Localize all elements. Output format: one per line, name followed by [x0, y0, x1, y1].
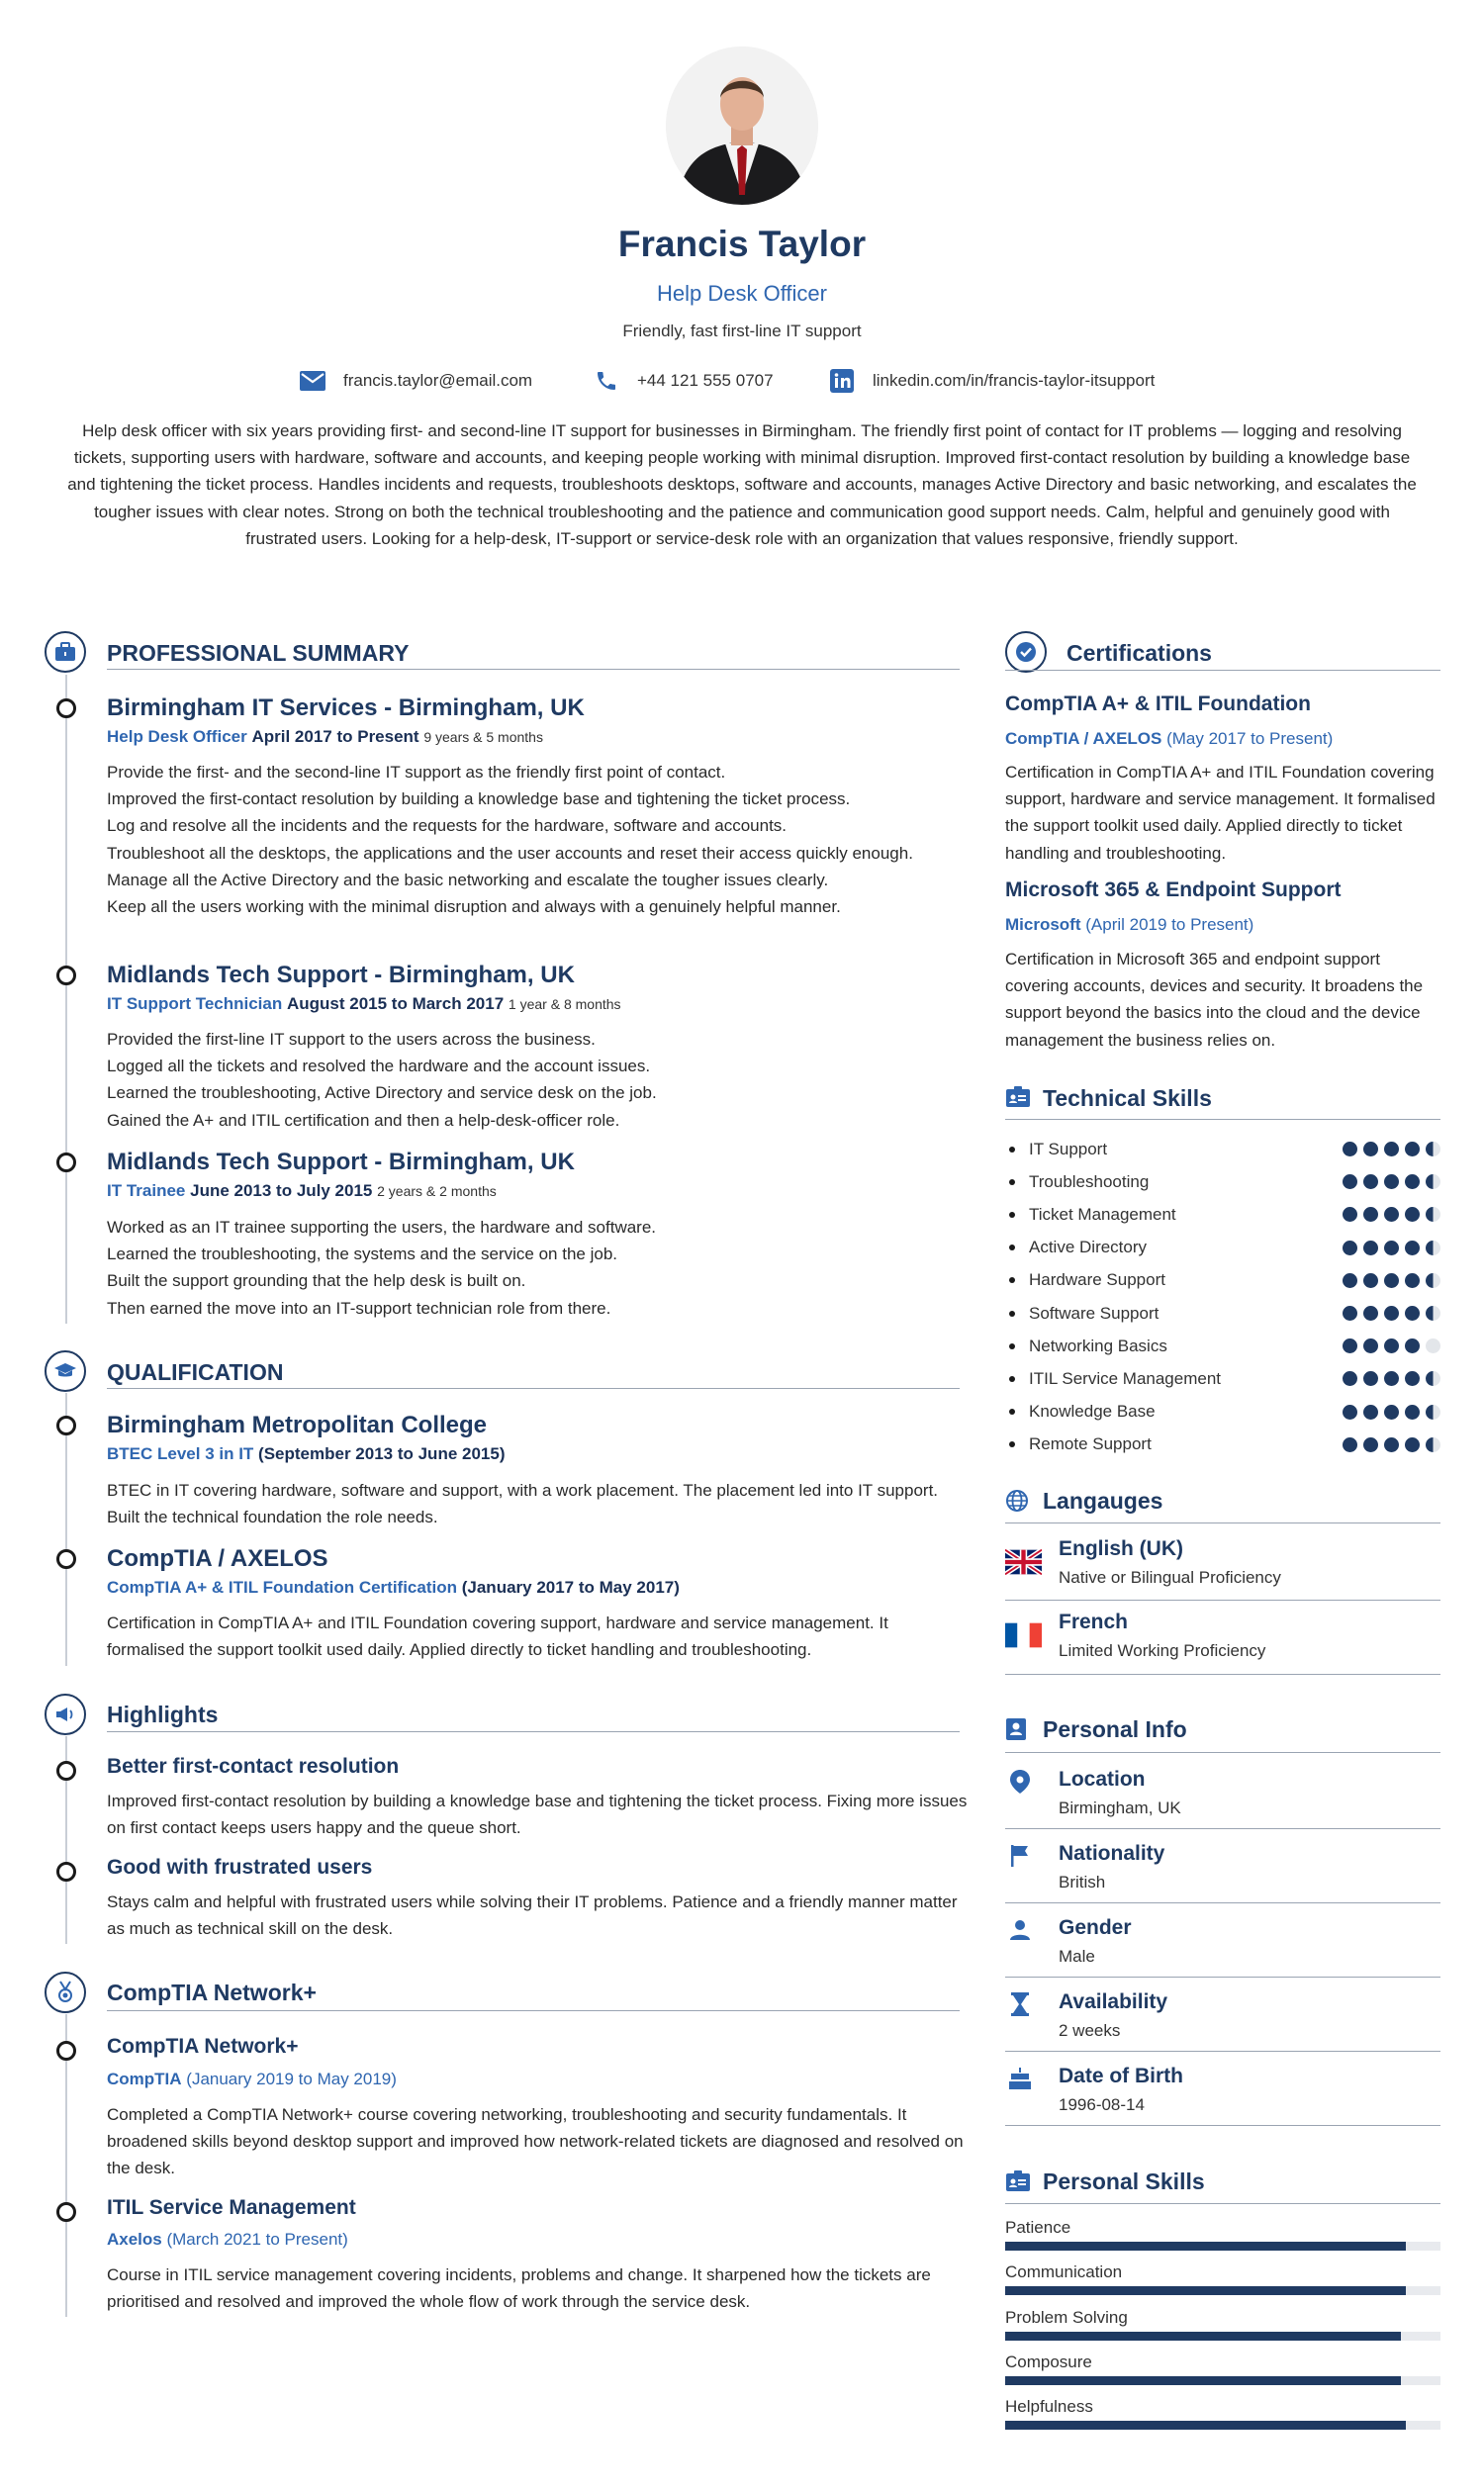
skill-rating	[1343, 1371, 1440, 1386]
email-contact[interactable]	[300, 368, 532, 394]
language-name: French	[1059, 1611, 1129, 1633]
rating-dot	[1343, 1142, 1357, 1156]
skill-rating	[1343, 1174, 1440, 1189]
rating-dot	[1426, 1273, 1440, 1288]
id-card-icon	[1005, 1085, 1031, 1111]
experience-bullets	[107, 1026, 968, 1134]
qualification-dates: (January 2017 to May 2017)	[461, 1578, 680, 1597]
timeline-dot	[56, 1862, 76, 1882]
experience-company: Midlands Tech Support - Birmingham, UK	[107, 1149, 575, 1175]
info-label: Date of Birth	[1059, 2065, 1183, 2087]
profile-summary: Help desk officer with six years providing first- and second-line IT support for businesses in Birmingham. The friendly first point of contact for IT problems — logging and resolving tickets, supporting users with hardware, software and accounts, and keeping people working with minimal disruption. Improved first-contact resolution by building a knowledge base and tightening the ticket process. Handles incidents and requests, troubleshoots desktops, software and accounts, manages Active Directory and basic networking, and escalates the tougher issues with clear notes. Strong on both the technical troubleshooting and the patience and communication good support needs. Calm, helpful and genuinely good with frustrated users. Looking for a help-desk, IT-support or service-desk role with an organization that values responsive, friendly support.	[67, 421, 1417, 548]
technical-skill-name: Remote Support	[1029, 1434, 1152, 1454]
rating-dot	[1363, 1405, 1378, 1420]
bullet-icon	[1009, 1376, 1015, 1382]
section-divider	[1005, 2051, 1440, 2052]
bullet-icon	[1009, 1179, 1015, 1185]
medal-icon	[45, 1972, 86, 2013]
skill-bar	[1005, 2332, 1440, 2341]
highlight-text: Improved first-contact resolution by building a knowledge base and tightening the ticket process. Fixing more issues on first contact keeps users happy and the queue short.	[107, 1792, 968, 1838]
course-meta	[107, 2230, 348, 2250]
courses-heading: CompTIA Network+	[107, 1980, 317, 2005]
technical-skill-item	[1005, 1133, 1440, 1165]
section-divider	[107, 669, 960, 670]
section-divider	[1005, 1119, 1440, 1120]
personal-info-heading: Personal Info	[1043, 1716, 1187, 1742]
phone-text[interactable]: +44 121 555 0707	[637, 371, 774, 390]
info-value: 1996-08-14	[1059, 2095, 1145, 2114]
linkedin-text[interactable]: linkedin.com/in/francis-taylor-itsupport	[873, 371, 1156, 390]
experience-role: IT Trainee	[107, 1181, 186, 1200]
course-dates: (January 2019 to May 2019)	[186, 2070, 397, 2088]
hourglass-icon	[1005, 1989, 1035, 2019]
rating-dot	[1405, 1241, 1420, 1255]
qualification-text: BTEC in IT covering hardware, software and support, with a work placement. The placement led into IT support. Built the technical foundation the role needs.	[107, 1481, 939, 1527]
experience-dates: August 2015 to March 2017	[286, 994, 505, 1013]
technical-skill-item	[1005, 1232, 1440, 1264]
qualification-dates: (September 2013 to June 2015)	[258, 1444, 506, 1463]
timeline-dot	[56, 1549, 76, 1569]
rating-dot	[1384, 1273, 1399, 1288]
phone-icon	[594, 368, 619, 394]
technical-skill-name: Hardware Support	[1029, 1270, 1165, 1290]
course-title: CompTIA Network+	[107, 2035, 299, 2058]
rating-dot	[1426, 1405, 1440, 1420]
section-divider	[1005, 1674, 1440, 1675]
section-divider	[1005, 1522, 1440, 1523]
course-dates: (March 2021 to Present)	[166, 2230, 348, 2249]
rating-dot	[1405, 1306, 1420, 1321]
linkedin-icon	[829, 368, 855, 394]
skill-rating	[1343, 1338, 1440, 1353]
qualification-school: CompTIA / AXELOS	[107, 1545, 328, 1572]
section-divider	[1005, 1977, 1440, 1978]
experience-duration: 1 year & 8 months	[508, 996, 621, 1012]
flag-icon	[1005, 1841, 1035, 1871]
timeline-dot	[56, 1416, 76, 1435]
section-divider	[1005, 1600, 1440, 1601]
rating-dot	[1405, 1207, 1420, 1222]
bullet-line: Learned the troubleshooting, Active Directory and service desk on the job.	[107, 1083, 657, 1103]
rating-dot	[1426, 1241, 1440, 1255]
rating-dot	[1426, 1142, 1440, 1156]
qualification-heading: QUALIFICATION	[107, 1359, 284, 1385]
info-label: Nationality	[1059, 1842, 1165, 1865]
bullet-line: Provided the first-line IT support to the users across the business.	[107, 1030, 596, 1049]
graduation-cap-icon	[45, 1350, 86, 1392]
timeline-line	[65, 675, 67, 1324]
timeline-dot	[56, 2202, 76, 2222]
rating-dot	[1363, 1142, 1378, 1156]
languages-heading: Langauges	[1043, 1488, 1163, 1514]
technical-skill-name: Networking Basics	[1029, 1336, 1167, 1355]
experience-heading: PROFESSIONAL SUMMARY	[107, 640, 410, 666]
rating-dot	[1384, 1142, 1399, 1156]
info-value: Birmingham, UK	[1059, 1799, 1181, 1817]
location-pin-icon	[1005, 1767, 1035, 1797]
timeline-dot	[56, 2041, 76, 2061]
rating-dot	[1405, 1174, 1420, 1189]
personal-skills-heading: Personal Skills	[1043, 2168, 1205, 2194]
skill-rating	[1343, 1241, 1440, 1255]
certification-dates: (April 2019 to Present)	[1085, 915, 1254, 934]
certification-title: Microsoft 365 & Endpoint Support	[1005, 878, 1342, 901]
skill-bar-fill	[1005, 2286, 1406, 2295]
skill-rating	[1343, 1306, 1440, 1321]
rating-dot	[1405, 1405, 1420, 1420]
section-divider	[107, 1388, 960, 1389]
bullet-line: Gained the A+ and ITIL certification and then a help-desk-officer role.	[107, 1110, 620, 1130]
megaphone-icon	[45, 1694, 86, 1735]
bullet-line: Troubleshoot all the desktops, the applications and the user accounts and reset their access quickly enough.	[107, 843, 913, 863]
course-text: Completed a CompTIA Network+ course covering networking, troubleshooting and security fundamentals. It broadened skills beyond desktop support and improved how network-related tickets are diagnosed and resolved on the desk.	[107, 2105, 964, 2178]
rating-dot	[1384, 1371, 1399, 1386]
person-icon	[1005, 1915, 1035, 1945]
language-item	[1005, 1535, 1440, 1605]
skill-rating	[1343, 1437, 1440, 1452]
experience-bullets	[107, 1214, 968, 1322]
info-value: 2 weeks	[1059, 2021, 1121, 2040]
skill-bar-fill	[1005, 2332, 1401, 2341]
experience-meta	[107, 1181, 497, 1201]
highlight-text: Stays calm and helpful with frustrated users while solving their IT problems. Patience and a friendly manner matter as much as technical skill on the desk.	[107, 1892, 958, 1939]
certification-text: Certification in CompTIA A+ and ITIL Foundation covering support, hardware and service management. It formalised the support toolkit used daily. Applied directly to ticket handling and troubleshooting.	[1005, 763, 1436, 863]
technical-skill-name: Software Support	[1029, 1303, 1159, 1323]
rating-dot	[1384, 1437, 1399, 1452]
bullet-icon	[1009, 1343, 1015, 1349]
rating-dot	[1426, 1437, 1440, 1452]
language-name: English (UK)	[1059, 1537, 1183, 1560]
france-flag-icon	[1005, 1621, 1042, 1649]
bullet-icon	[1009, 1311, 1015, 1317]
certification-dates: (May 2017 to Present)	[1166, 729, 1334, 748]
technical-skill-item	[1005, 1429, 1440, 1461]
rating-dot	[1363, 1207, 1378, 1222]
personal-skill-name: Patience	[1005, 2218, 1071, 2237]
contact-card-icon	[1005, 1717, 1031, 1743]
info-label: Availability	[1059, 1990, 1168, 2013]
bullet-line: Manage all the Active Directory and the basic networking and escalate the tougher issues clearly.	[107, 870, 829, 889]
qualification-school: Birmingham Metropolitan College	[107, 1412, 488, 1438]
personal-skill-name: Helpfulness	[1005, 2397, 1093, 2417]
rating-dot	[1363, 1273, 1378, 1288]
rating-dot	[1363, 1241, 1378, 1255]
highlight-title: Good with frustrated users	[107, 1856, 373, 1879]
rating-dot	[1343, 1405, 1357, 1420]
technical-skill-name: ITIL Service Management	[1029, 1368, 1222, 1388]
bullet-line: Provide the first- and the second-line IT support as the friendly first point of contact.	[107, 763, 726, 782]
course-org: Axelos	[107, 2230, 162, 2249]
rating-dot	[1384, 1174, 1399, 1189]
qualification-degree: CompTIA A+ & ITIL Foundation Certification	[107, 1578, 457, 1597]
certification-meta	[1005, 729, 1333, 749]
rating-dot	[1405, 1371, 1420, 1386]
rating-dot	[1384, 1207, 1399, 1222]
experience-company: Midlands Tech Support - Birmingham, UK	[107, 962, 575, 988]
personal-skill-name: Communication	[1005, 2262, 1123, 2282]
skill-rating	[1343, 1207, 1440, 1222]
rating-dot	[1363, 1437, 1378, 1452]
experience-bullets	[107, 759, 968, 920]
rating-dot	[1343, 1241, 1357, 1255]
info-value: British	[1059, 1873, 1106, 1891]
rating-dot	[1363, 1338, 1378, 1353]
bullet-icon	[1009, 1277, 1015, 1283]
technical-skill-name: IT Support	[1029, 1139, 1108, 1158]
bullet-line: Worked as an IT trainee supporting the users, the hardware and software.	[107, 1218, 657, 1237]
bullet-icon	[1009, 1212, 1015, 1218]
rating-dot	[1405, 1338, 1420, 1353]
skill-rating	[1343, 1273, 1440, 1288]
rating-dot	[1343, 1207, 1357, 1222]
qualification-degree: BTEC Level 3 in IT	[107, 1444, 254, 1463]
experience-meta	[107, 994, 621, 1014]
technical-skill-item	[1005, 1297, 1440, 1330]
bullet-icon	[1009, 1441, 1015, 1447]
highlights-heading: Highlights	[107, 1702, 219, 1727]
experience-dates: June 2013 to July 2015	[190, 1181, 373, 1200]
rating-dot	[1343, 1306, 1357, 1321]
job-title: Help Desk Officer	[657, 281, 827, 306]
rating-dot	[1363, 1371, 1378, 1386]
rating-dot	[1384, 1241, 1399, 1255]
bullet-line: Improved the first-contact resolution by building a knowledge base and tightening the ticket process.	[107, 789, 851, 809]
experience-company: Birmingham IT Services - Birmingham, UK	[107, 694, 585, 721]
briefcase-icon	[45, 631, 86, 673]
skill-bar	[1005, 2242, 1440, 2251]
skill-rating	[1343, 1142, 1440, 1156]
certification-org: Microsoft	[1005, 915, 1081, 934]
section-divider	[1005, 2203, 1440, 2204]
info-label: Gender	[1059, 1916, 1132, 1939]
rating-dot	[1426, 1207, 1440, 1222]
section-divider	[1005, 2125, 1440, 2126]
rating-dot	[1363, 1174, 1378, 1189]
technical-skill-name: Knowledge Base	[1029, 1402, 1156, 1422]
experience-role: IT Support Technician	[107, 994, 283, 1013]
section-divider	[1005, 1752, 1440, 1753]
certification-text: Certification in Microsoft 365 and endpoint support covering accounts, devices and security. It broadens the support beyond the basics into the cloud and the device management the business relies on.	[1005, 950, 1424, 1050]
qualification-meta	[107, 1578, 680, 1598]
highlight-title: Better first-contact resolution	[107, 1755, 400, 1778]
technical-skill-name: Active Directory	[1029, 1238, 1148, 1257]
skill-bar-fill	[1005, 2376, 1401, 2385]
rating-dot	[1384, 1306, 1399, 1321]
skill-bar	[1005, 2376, 1440, 2385]
timeline-dot	[56, 1761, 76, 1781]
candidate-name: Francis Taylor	[617, 224, 867, 264]
bullet-line: Log and resolve all the incidents and the requests for the hardware, software and accounts.	[107, 816, 788, 836]
qualification-meta	[107, 1444, 506, 1464]
rating-dot	[1363, 1306, 1378, 1321]
rating-dot	[1426, 1371, 1440, 1386]
uk-flag-icon	[1005, 1548, 1042, 1576]
info-label: Location	[1059, 1768, 1146, 1791]
id-card-icon	[1005, 2169, 1031, 2195]
skill-bar	[1005, 2421, 1440, 2430]
certification-title: CompTIA A+ & ITIL Foundation	[1005, 692, 1311, 715]
technical-skill-name: Troubleshooting	[1029, 1171, 1150, 1191]
bullet-icon	[1009, 1147, 1015, 1153]
technical-skill-item	[1005, 1165, 1440, 1198]
rating-dot	[1426, 1306, 1440, 1321]
bullet-line: Then earned the move into an IT-support technician role from there.	[107, 1298, 611, 1318]
personal-skill-name: Composure	[1005, 2352, 1092, 2371]
rating-dot	[1405, 1142, 1420, 1156]
rating-dot	[1405, 1437, 1420, 1452]
certification-org: CompTIA / AXELOS	[1005, 729, 1162, 748]
email-text[interactable]: francis.taylor@email.com	[343, 371, 533, 390]
timeline-dot	[56, 698, 76, 718]
rating-dot	[1343, 1371, 1357, 1386]
experience-duration: 2 years & 2 months	[377, 1183, 497, 1199]
rating-dot	[1343, 1437, 1357, 1452]
skill-bar-fill	[1005, 2421, 1406, 2430]
rating-dot	[1426, 1174, 1440, 1189]
bullet-icon	[1009, 1245, 1015, 1250]
bullet-line: Built the support grounding that the help desk is built on.	[107, 1271, 526, 1291]
profile-photo	[666, 46, 818, 205]
rating-dot	[1384, 1338, 1399, 1353]
technical-skill-item	[1005, 1362, 1440, 1395]
course-meta	[107, 2070, 397, 2089]
bullet-line: Logged all the tickets and resolved the hardware and the account issues.	[107, 1057, 651, 1076]
technical-skill-item	[1005, 1330, 1440, 1362]
tagline: Friendly, fast first-line IT support	[622, 322, 862, 340]
bullet-line: Keep all the users working with the minimal disruption and always with a genuinely helpful manner.	[107, 897, 841, 917]
rating-dot	[1384, 1405, 1399, 1420]
experience-duration: 9 years & 5 months	[423, 729, 543, 745]
technical-skill-item	[1005, 1198, 1440, 1231]
skill-bar-fill	[1005, 2242, 1406, 2251]
technical-skill-item	[1005, 1264, 1440, 1297]
globe-icon	[1005, 1489, 1031, 1515]
section-divider	[107, 2010, 960, 2011]
certifications-heading: Certifications	[1067, 640, 1212, 666]
language-level: Limited Working Proficiency	[1059, 1641, 1266, 1660]
email-icon	[300, 368, 325, 394]
technical-skill-item	[1005, 1396, 1440, 1429]
course-text: Course in ITIL service management covering incidents, problems and change. It sharpened how the tickets are prioritised and resolved and improved the whole flow of work through the service desk.	[107, 2265, 931, 2312]
certification-meta	[1005, 915, 1253, 935]
rating-dot	[1343, 1174, 1357, 1189]
language-level: Native or Bilingual Proficiency	[1059, 1568, 1281, 1587]
linkedin-contact[interactable]	[829, 368, 1155, 394]
contact-row	[0, 368, 1484, 396]
section-divider	[107, 1731, 960, 1732]
section-divider	[1005, 1902, 1440, 1903]
course-org: CompTIA	[107, 2070, 182, 2088]
experience-role: Help Desk Officer	[107, 727, 247, 746]
experience-dates: April 2017 to Present	[251, 727, 419, 746]
technical-skill-name: Ticket Management	[1029, 1204, 1176, 1224]
technical-skills-heading: Technical Skills	[1043, 1085, 1212, 1111]
qualification-text: Certification in CompTIA A+ and ITIL Foundation covering support, hardware and service management. It formalised the support toolkit used daily. Applied directly to ticket handling and troubleshooting.	[107, 1614, 888, 1660]
rating-dot	[1426, 1338, 1440, 1353]
course-title: ITIL Service Management	[107, 2196, 356, 2219]
language-item	[1005, 1610, 1440, 1679]
cake-icon	[1005, 2064, 1035, 2093]
section-divider	[1005, 670, 1440, 671]
personal-skill-name: Problem Solving	[1005, 2307, 1128, 2327]
bullet-line: Learned the troubleshooting, the systems and the service on the job.	[107, 1245, 617, 1264]
verified-badge-icon	[1005, 631, 1047, 673]
timeline-dot	[56, 966, 76, 985]
rating-dot	[1343, 1338, 1357, 1353]
experience-meta	[107, 727, 543, 747]
phone-contact[interactable]	[594, 368, 774, 394]
timeline-dot	[56, 1153, 76, 1172]
info-value: Male	[1059, 1947, 1095, 1966]
section-divider	[1005, 1828, 1440, 1829]
bullet-icon	[1009, 1409, 1015, 1415]
rating-dot	[1405, 1273, 1420, 1288]
skill-bar	[1005, 2286, 1440, 2295]
rating-dot	[1343, 1273, 1357, 1288]
skill-rating	[1343, 1405, 1440, 1420]
